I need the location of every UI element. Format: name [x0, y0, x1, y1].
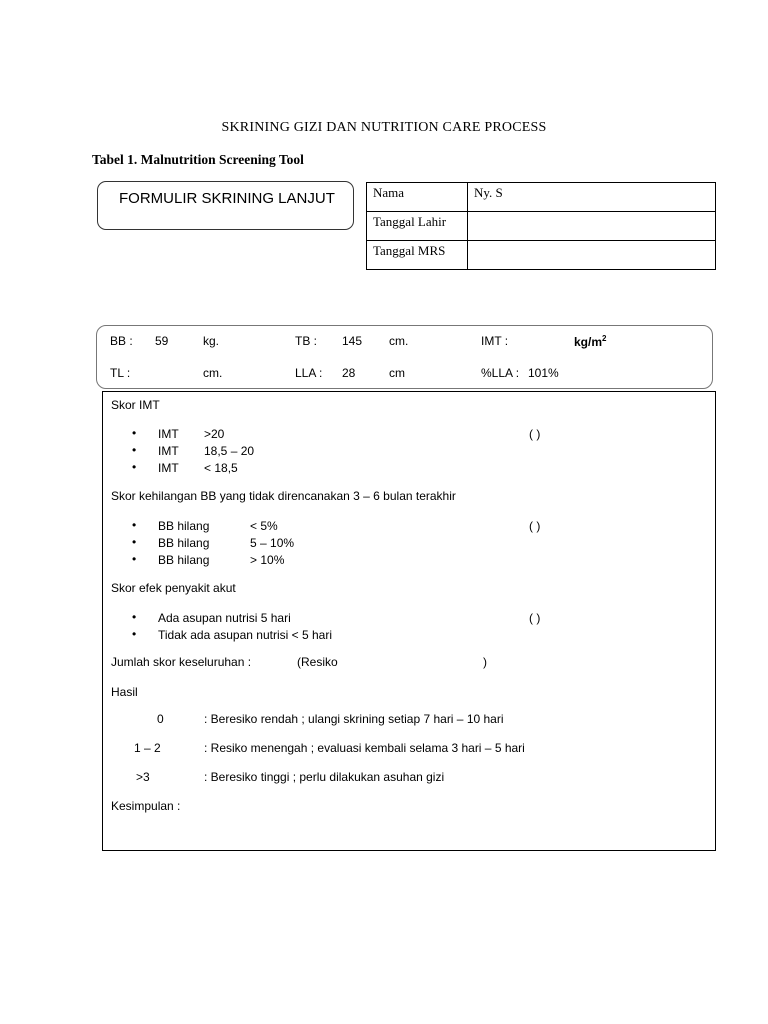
bb-value: 59: [155, 334, 169, 348]
kesimpulan-label: Kesimpulan :: [111, 799, 181, 813]
table-row: [367, 212, 716, 241]
form-title-label: FORMULIR SKRINING LANJUT: [119, 190, 335, 207]
hasil-heading: Hasil: [111, 685, 138, 699]
imt-item-label: IMT: [158, 427, 179, 441]
lla-value: 28: [342, 366, 356, 380]
efek-score-box[interactable]: ( ): [529, 611, 541, 625]
skor-bb-heading: Skor kehilangan BB yang tidak direncanakan 3 – 6 bulan terakhir: [111, 489, 456, 503]
imt-item-label: IMT: [158, 461, 179, 475]
bb-item-label: BB hilang: [158, 553, 210, 567]
imt-unit: $kg/m^2$: [574, 334, 607, 349]
percent-lla-value: 101%: [528, 366, 559, 380]
screening-box: [102, 391, 716, 851]
hasil-score: 1 – 2: [134, 741, 161, 755]
imt-item-value: 18,5 – 20: [204, 444, 255, 458]
table-row: [367, 241, 716, 270]
bullet-icon: •: [132, 552, 137, 566]
skor-efek-heading: Skor efek penyakit akut: [111, 581, 236, 595]
bullet-icon: •: [132, 460, 137, 474]
bullet-icon: •: [132, 518, 137, 532]
form-title-box: [97, 181, 354, 230]
skor-imt-heading: Skor IMT: [111, 398, 160, 412]
identity-value-tanggal-lahir[interactable]: [468, 212, 716, 241]
bb-item-label: BB hilang: [158, 519, 210, 533]
anthropometry-box: [96, 325, 713, 389]
bb-item-label: BB hilang: [158, 536, 210, 550]
identity-value-tanggal-mrs[interactable]: [468, 241, 716, 270]
tl-label: TL :: [110, 366, 131, 380]
bb-item-value: > 10%: [250, 553, 285, 567]
hasil-description: : Beresiko tinggi ; perlu dilakukan asuhan gizi: [204, 770, 445, 784]
tb-unit: cm.: [389, 334, 409, 348]
bullet-icon: •: [132, 443, 137, 457]
imt-item-value: >20: [204, 427, 225, 441]
risk-open: (Resiko: [297, 655, 338, 669]
hasil-description: : Resiko menengah ; evaluasi kembali selama 3 hari – 5 hari: [204, 741, 525, 755]
tb-label: TB :: [295, 334, 318, 348]
efek-item: Tidak ada asupan nutrisi < 5 hari: [158, 628, 332, 642]
table-row: [367, 183, 716, 212]
total-score-label: Jumlah skor keseluruhan :: [111, 655, 252, 669]
bullet-icon: •: [132, 610, 137, 624]
document-title: SKRINING GIZI DAN NUTRITION CARE PROCESS: [221, 120, 547, 135]
tl-unit: cm.: [203, 366, 223, 380]
lla-label: LLA :: [295, 366, 323, 380]
imt-label: IMT :: [481, 334, 509, 348]
identity-value-nama[interactable]: Ny. S: [468, 183, 716, 212]
efek-item: Ada asupan nutrisi 5 hari: [158, 611, 291, 625]
tb-value: 145: [342, 334, 363, 348]
identity-label-tanggal-mrs: Tanggal MRS: [367, 241, 468, 270]
bb-item-value: 5 – 10%: [250, 536, 295, 550]
bullet-icon: •: [132, 426, 137, 440]
identity-label-tanggal-lahir: Tanggal Lahir: [367, 212, 468, 241]
imt-item-label: IMT: [158, 444, 179, 458]
bullet-icon: •: [132, 535, 137, 549]
risk-close: ): [483, 655, 487, 669]
imt-score-box[interactable]: ( ): [529, 427, 541, 441]
patient-identity-table: [366, 182, 716, 270]
imt-item-value: < 18,5: [204, 461, 238, 475]
hasil-score: >3: [136, 770, 150, 784]
hasil-score: 0: [157, 712, 164, 726]
identity-label-nama: Nama: [367, 183, 468, 212]
bb-score-box[interactable]: ( ): [529, 519, 541, 533]
percent-lla-label: %LLA :: [481, 366, 520, 380]
hasil-description: : Beresiko rendah ; ulangi skrining setiap 7 hari – 10 hari: [204, 712, 504, 726]
bb-label: BB :: [110, 334, 133, 348]
table-caption: Tabel 1. Malnutrition Screening Tool: [92, 152, 304, 167]
bb-unit: kg.: [203, 334, 220, 348]
bullet-icon: •: [132, 627, 137, 641]
lla-unit: cm: [389, 366, 405, 380]
bb-item-value: < 5%: [250, 519, 278, 533]
